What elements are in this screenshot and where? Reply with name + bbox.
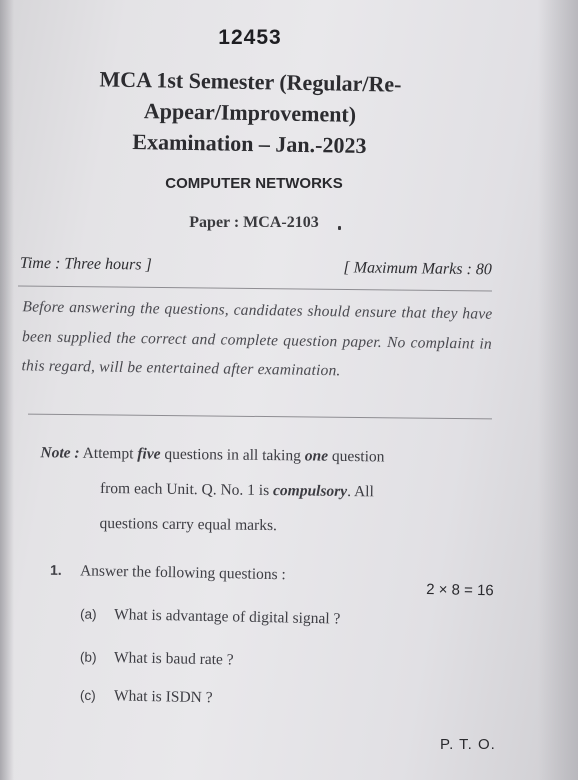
note-text-2: questions in all taking <box>164 445 302 465</box>
exam-title-line-3: Examination – Jan.-2023 <box>132 128 367 159</box>
note-block <box>39 435 494 546</box>
note-text-4: from each Unit. Q. No. 1 is <box>99 479 270 500</box>
question-1 <box>49 561 494 600</box>
meta-row <box>19 254 492 279</box>
note-emph-five: five <box>137 445 161 463</box>
exam-title-line-1: MCA 1st Semester (Regular/Re- <box>99 66 402 97</box>
exam-title <box>39 62 461 162</box>
note-line-3 <box>39 505 493 546</box>
subquestion-text: What is baud rate ? <box>113 649 234 669</box>
paper-number: Paper : MCA-2103 <box>189 214 319 231</box>
time-allowed: Time : Three hours ] <box>19 254 152 274</box>
subquestion-label: (a) <box>79 606 97 622</box>
note-text-1: Attempt <box>82 444 134 463</box>
note-label: Note : <box>40 444 80 462</box>
page-shadow-right <box>538 0 578 780</box>
subquestion-text: What is ISDN ? <box>113 687 213 707</box>
note-text-5: . All <box>347 482 374 501</box>
subquestion-c <box>80 687 213 708</box>
note-emph-compulsory: compulsory <box>272 482 348 500</box>
candidate-instructions: Before answering the questions, candidates should ensure that they have been supplied the correct and complete question paper. No complaint in this regard, will be entertained after examination. <box>21 298 493 380</box>
ink-mark <box>338 226 341 230</box>
note-text-6: questions carry equal marks. <box>99 514 278 535</box>
subquestion-label: (c) <box>79 687 96 704</box>
divider-bottom <box>28 414 492 420</box>
page-shadow-left <box>0 0 14 780</box>
subject-title: COMPUTER NETWORKS <box>165 175 343 192</box>
note-line-1 <box>40 435 494 476</box>
paper-code: 12453 <box>218 26 282 49</box>
question-number: 1. <box>49 561 62 578</box>
subquestion-a <box>80 606 341 629</box>
question-marks: 2 × 8 = 16 <box>426 580 494 600</box>
question-stem: Answer the following questions : <box>79 562 286 584</box>
note-line-2 <box>40 470 494 511</box>
exam-title-line-2: Appear/Improvement) <box>143 98 357 127</box>
subquestion-b <box>80 649 234 670</box>
subquestion-text: What is advantage of digital signal ? <box>113 606 341 628</box>
please-turn-over: P. T. O. <box>440 736 496 753</box>
maximum-marks: [ Maximum Marks : 80 <box>343 259 492 279</box>
note-text-3: question <box>331 447 385 466</box>
note-emph-one: one <box>304 447 329 465</box>
divider-top <box>18 286 492 292</box>
subquestion-label: (b) <box>79 649 97 665</box>
